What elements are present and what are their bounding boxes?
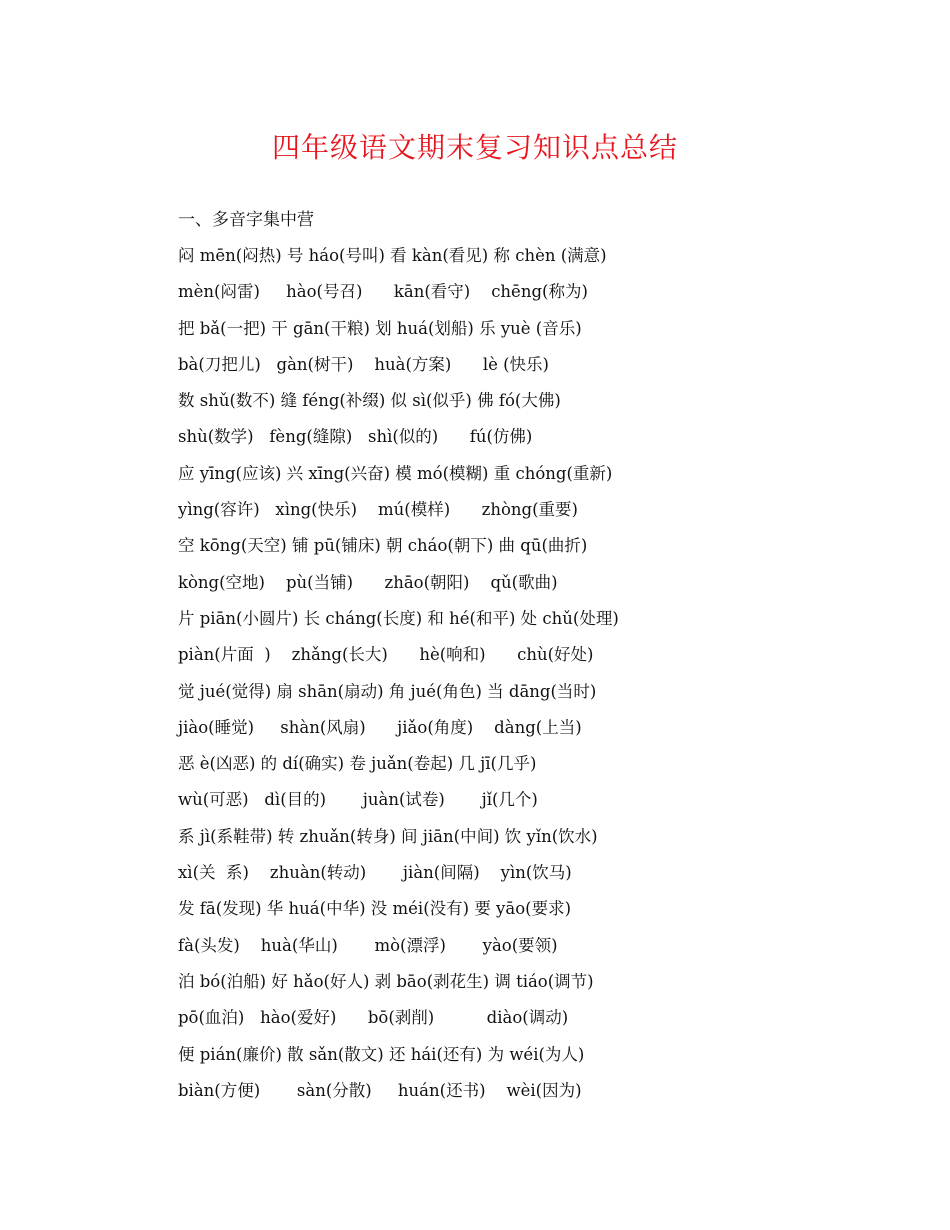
- text-line: 应 yīng(应该) 兴 xīng(兴奋) 模 mó(模糊) 重 chóng(重新): [178, 463, 613, 483]
- text-line: 泊 bó(泊船) 好 hǎo(好人) 剥 bāo(剥花生) 调 tiáo(调节): [178, 971, 594, 991]
- document-title: 四年级语文期末复习知识点总结: [271, 131, 678, 164]
- polyphone-list: [178, 242, 878, 1113]
- text-line: kòng(空地) pù(当铺) zhāo(朝阳) qǔ(歌曲): [178, 572, 558, 592]
- text-line: 系 jì(系鞋带) 转 zhuǎn(转身) 间 jiān(中间) 饮 yǐn(饮水): [178, 826, 598, 846]
- text-line: shù(数学) fèng(缝隙) shì(似的) fú(仿佛): [178, 427, 533, 447]
- text-line: fà(头发) huà(华山) mò(漂浮) yào(要领): [178, 935, 558, 955]
- text-line: pō(血泊) hào(爱好) bō(剥削) diào(调动): [178, 1008, 569, 1028]
- text-line: 发 fā(发现) 华 huá(中华) 没 méi(没有) 要 yāo(要求): [178, 899, 572, 919]
- text-line: biàn(方便) sàn(分散) huán(还书) wèi(因为): [178, 1080, 582, 1100]
- text-line: 片 piān(小圆片) 长 cháng(长度) 和 hé(和平) 处 chǔ(处理): [178, 608, 619, 628]
- text-line: piàn(片面 ) zhǎng(长大) hè(响和) chù(好处): [178, 645, 594, 665]
- text-line: 空 kōng(天空) 铺 pū(铺床) 朝 cháo(朝下) 曲 qū(曲折): [178, 536, 588, 556]
- text-line: xì(关 系) zhuàn(转动) jiàn(间隔) yìn(饮马): [178, 863, 572, 883]
- text-line: 闷 mēn(闷热) 号 háo(号叫) 看 kàn(看见) 称 chèn (满意): [178, 246, 607, 265]
- text-line: 觉 jué(觉得) 扇 shān(扇动) 角 jué(角色) 当 dāng(当时): [178, 681, 597, 701]
- text-line: mèn(闷雷) hào(号召) kān(看守) chēng(称为): [178, 282, 588, 302]
- text-line: 数 shǔ(数不) 缝 féng(补缀) 似 sì(似乎) 佛 fó(大佛): [178, 391, 561, 411]
- text-line: wù(可恶) dì(目的) juàn(试卷) jǐ(几个): [178, 790, 538, 810]
- text-line: yìng(容许) xìng(快乐) mú(模样) zhòng(重要): [178, 500, 578, 520]
- text-line: 便 pián(廉价) 散 sǎn(散文) 还 hái(还有) 为 wéi(为人): [178, 1044, 585, 1064]
- text-line: jiào(睡觉) shàn(风扇) jiǎo(角度) dàng(上当): [178, 717, 582, 737]
- text-line: 恶 è(凶恶) 的 dí(确实) 卷 juǎn(卷起) 几 jī(几乎): [178, 754, 537, 774]
- section-heading: 一、多音字集中营: [178, 210, 314, 230]
- text-line: 把 bǎ(一把) 干 gān(干粮) 划 huá(划船) 乐 yuè (音乐): [178, 318, 582, 338]
- text-line: bà(刀把儿) gàn(树干) huà(方案) lè (快乐): [178, 354, 549, 374]
